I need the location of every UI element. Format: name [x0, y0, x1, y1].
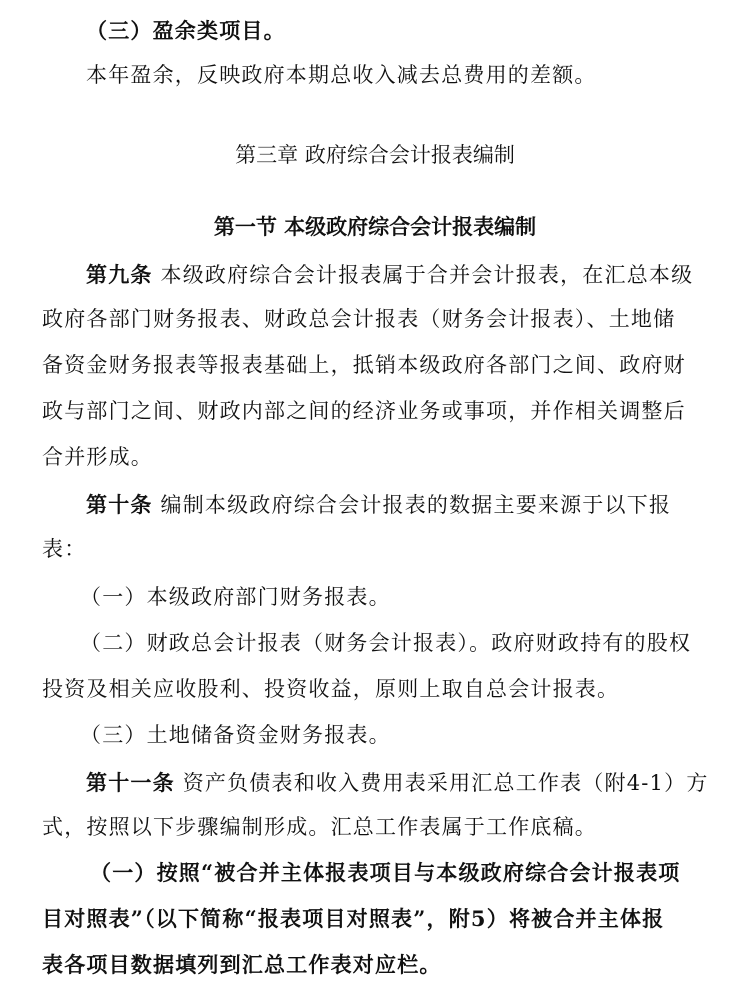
- article-10-item-3: （三）土地储备资金财务报表。: [80, 723, 391, 747]
- article-10-text-1: 编制本级政府综合会计报表的数据主要来源于以下报: [160, 493, 672, 517]
- article-11-step-1-line-3: 表各项目数据填列到汇总工作表对应栏。: [42, 952, 442, 977]
- article-10-item-2-cont: 投资及相关应收股利、投资收益，原则上取自总会计报表。: [42, 677, 620, 701]
- article-9-text-1: 本级政府综合会计报表属于合并会计报表，在汇总本级: [160, 263, 694, 287]
- article-9-line-5: 合并形成。: [42, 445, 153, 469]
- article-9-line-2: 政府各部门财务报表、财政总会计报表（财务会计报表）、土地储: [42, 307, 676, 331]
- section-text-surplus: 本年盈余，反映政府本期总收入减去总费用的差额。: [86, 63, 597, 87]
- chapter-title: 第三章 政府综合会计报表编制: [235, 143, 515, 167]
- article-9-line-4: 政与部门之间、财政内部之间的经济业务或事项，并作相关调整后: [42, 399, 686, 423]
- article-11-label: 第十一条: [86, 770, 175, 795]
- article-11-step-1-line-1: （一）按照“被合并主体报表项目与本级政府综合会计报表项: [90, 860, 681, 885]
- section-title: 第一节 本级政府综合会计报表编制: [213, 214, 537, 239]
- article-10-item-1: （一）本级政府部门财务报表。: [80, 585, 391, 609]
- article-9-line-3: 备资金财务报表等报表基础上，抵销本级政府各部门之间、政府财: [42, 353, 686, 377]
- article-9-label: 第九条: [86, 262, 153, 287]
- article-10-line-1: [86, 490, 671, 520]
- article-10-line-2: 表：: [42, 537, 87, 561]
- article-11-line-1: [86, 768, 709, 798]
- article-10-label: 第十条: [86, 492, 153, 517]
- section-heading-surplus: （三）盈余类项目。: [86, 18, 286, 43]
- article-11-line-2: 式，按照以下步骤编制形成。汇总工作表属于工作底稿。: [42, 815, 597, 839]
- article-11-step-1-line-2: 目对照表”（以下简称“报表项目对照表”，附5）将被合并主体报: [42, 906, 665, 931]
- article-9-line-1: [86, 260, 693, 290]
- article-11-text-1: 资产负债表和收入费用表采用汇总工作表（附4-1）方: [182, 771, 709, 795]
- article-10-item-2: （二）财政总会计报表（财务会计报表）。政府财政持有的股权: [80, 631, 692, 655]
